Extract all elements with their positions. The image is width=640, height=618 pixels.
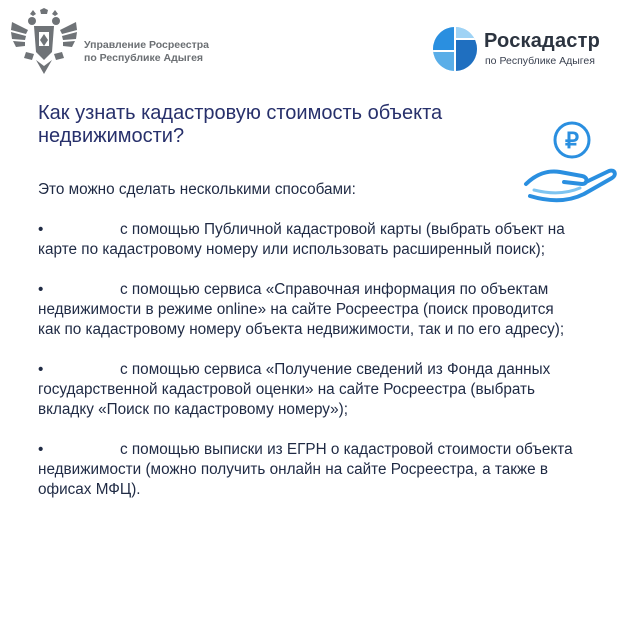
body-text bbox=[38, 180, 578, 520]
intro-text: Это можно сделать несколькими способами: bbox=[38, 181, 356, 198]
brand-title: Роскадастр bbox=[484, 30, 601, 52]
list-item-rest: стоимости объекта недвижимости (можно получить онлайн на сайте Росреестра, а также в офисах МФЦ). bbox=[38, 441, 573, 498]
list-item-lead: с помощью выписки из ЕГРН о кадастровой bbox=[120, 441, 434, 458]
bullet: • bbox=[38, 281, 44, 298]
list-item-rest: данных государственной кадастровой оценки» на сайте Росреестра (выбрать вкладку «Поиск по кадастровому номеру»); bbox=[38, 361, 551, 418]
page-title-line2: недвижимости? bbox=[38, 125, 185, 147]
org-name-line1: Управление Росреестра bbox=[84, 39, 210, 51]
list-item-lead: с помощью сервиса «Справочная информация по bbox=[120, 281, 477, 298]
list-item-lead: с помощью Публичной кадастровой карты (выбрать bbox=[120, 221, 491, 238]
list-item bbox=[38, 440, 578, 500]
roskadastr-logo-icon bbox=[432, 26, 478, 72]
list-item-rest: объект на карте по кадастровому номеру или использовать расширенный поиск); bbox=[38, 221, 565, 258]
org-name-line2: по Республике Адыгея bbox=[84, 52, 204, 64]
bullet: • bbox=[38, 441, 44, 458]
bullet: • bbox=[38, 361, 44, 378]
organization-name bbox=[84, 39, 209, 65]
page-title-line1: Как узнать кадастровую стоимость объекта bbox=[38, 102, 443, 124]
list-item-lead: с помощью сервиса «Получение сведений из Фонда bbox=[120, 361, 494, 378]
list-item bbox=[38, 220, 578, 260]
svg-text:₽: ₽ bbox=[565, 128, 579, 153]
bullet: • bbox=[38, 221, 44, 238]
brand-subtitle: по Республике Адыгея bbox=[485, 55, 595, 67]
list-item-rest: объектам недвижимости в режиме online» на сайте Росреестра (поиск проводится как по кадастровому номеру объекта недвижимости, так и по его адресу); bbox=[38, 281, 565, 338]
double-headed-eagle-emblem-icon bbox=[10, 8, 78, 80]
page-title bbox=[38, 102, 558, 148]
header bbox=[0, 0, 640, 90]
list-item bbox=[38, 360, 578, 420]
list-item bbox=[38, 280, 578, 340]
